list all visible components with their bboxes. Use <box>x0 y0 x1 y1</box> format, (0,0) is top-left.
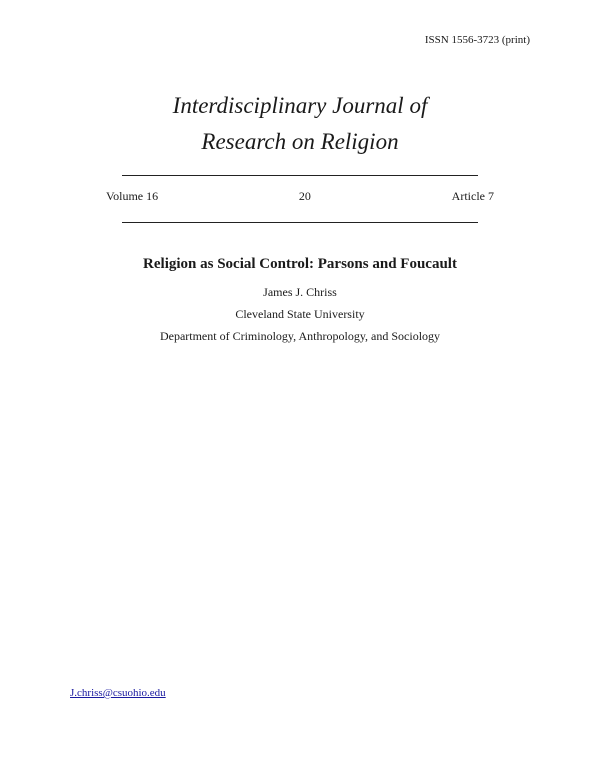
issn-label: ISSN 1556-3723 (print) <box>424 34 530 46</box>
article-label: Article 7 <box>451 189 494 203</box>
year-label: 20 <box>298 189 311 203</box>
journal-title-line1: Interdisciplinary Journal of <box>172 93 428 118</box>
journal-title <box>0 88 600 160</box>
journal-title-line2: Research on Religion <box>201 129 399 154</box>
author-name: James J. Chriss <box>263 285 337 299</box>
bottom-divider <box>122 222 478 223</box>
volume-label: Volume 16 <box>106 189 159 203</box>
author-department: Department of Criminology, Anthropology, and Sociology <box>159 329 441 343</box>
paper-title: Religion as Social Control: Parsons and Foucault <box>143 256 457 272</box>
author-university: Cleveland State University <box>235 307 365 321</box>
top-divider <box>122 175 478 176</box>
issue-info-row <box>106 189 494 204</box>
author-email-link[interactable]: J.chriss@csuohio.edu <box>70 687 166 699</box>
